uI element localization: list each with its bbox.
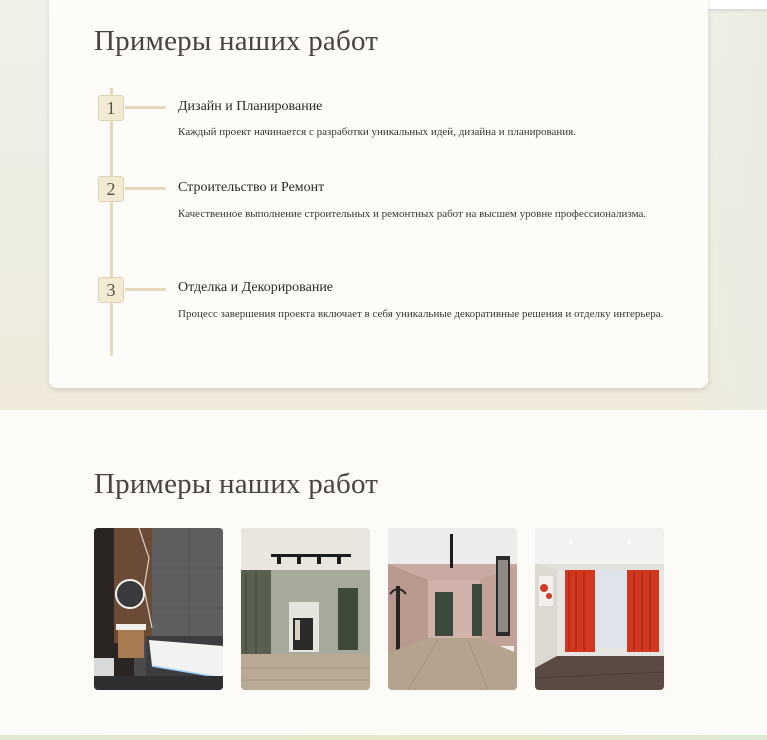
step-title: Дизайн и Планирование xyxy=(178,99,323,114)
bathroom-photo xyxy=(94,528,223,690)
corridor-photo xyxy=(388,528,517,690)
gallery-photo-corridor[interactable] xyxy=(388,528,517,690)
step-connector xyxy=(125,187,166,190)
timeline-line xyxy=(110,88,113,356)
step-description: Процесс завершения проекта включает в себя уникальные декоративные решения и отделку интерьера. xyxy=(178,308,664,320)
gallery-photo-bedroom[interactable] xyxy=(535,528,664,690)
step-number-badge: 2 xyxy=(98,176,124,202)
process-section-title: Примеры наших работ xyxy=(94,25,379,57)
step-number-badge: 1 xyxy=(98,95,124,121)
footer-strip xyxy=(0,735,767,740)
gallery-photo-bathroom[interactable] xyxy=(94,528,223,690)
step-description: Качественное выполнение строительных и ремонтных работ на высшем уровне профессионализма. xyxy=(178,208,647,220)
step-number-badge: 3 xyxy=(98,277,124,303)
hallway-photo xyxy=(241,528,370,690)
bedroom-photo xyxy=(535,528,664,690)
step-connector xyxy=(125,106,166,109)
gallery-section-title: Примеры наших работ xyxy=(94,468,379,500)
process-card xyxy=(49,0,708,388)
step-title: Отделка и Декорирование xyxy=(178,280,334,295)
step-connector xyxy=(125,288,166,291)
gallery-photo-hallway[interactable] xyxy=(241,528,370,690)
step-description: Каждый проект начинается с разработки уникальных идей, дизайна и планирования. xyxy=(178,126,576,138)
step-title: Строительство и Ремонт xyxy=(178,180,325,195)
